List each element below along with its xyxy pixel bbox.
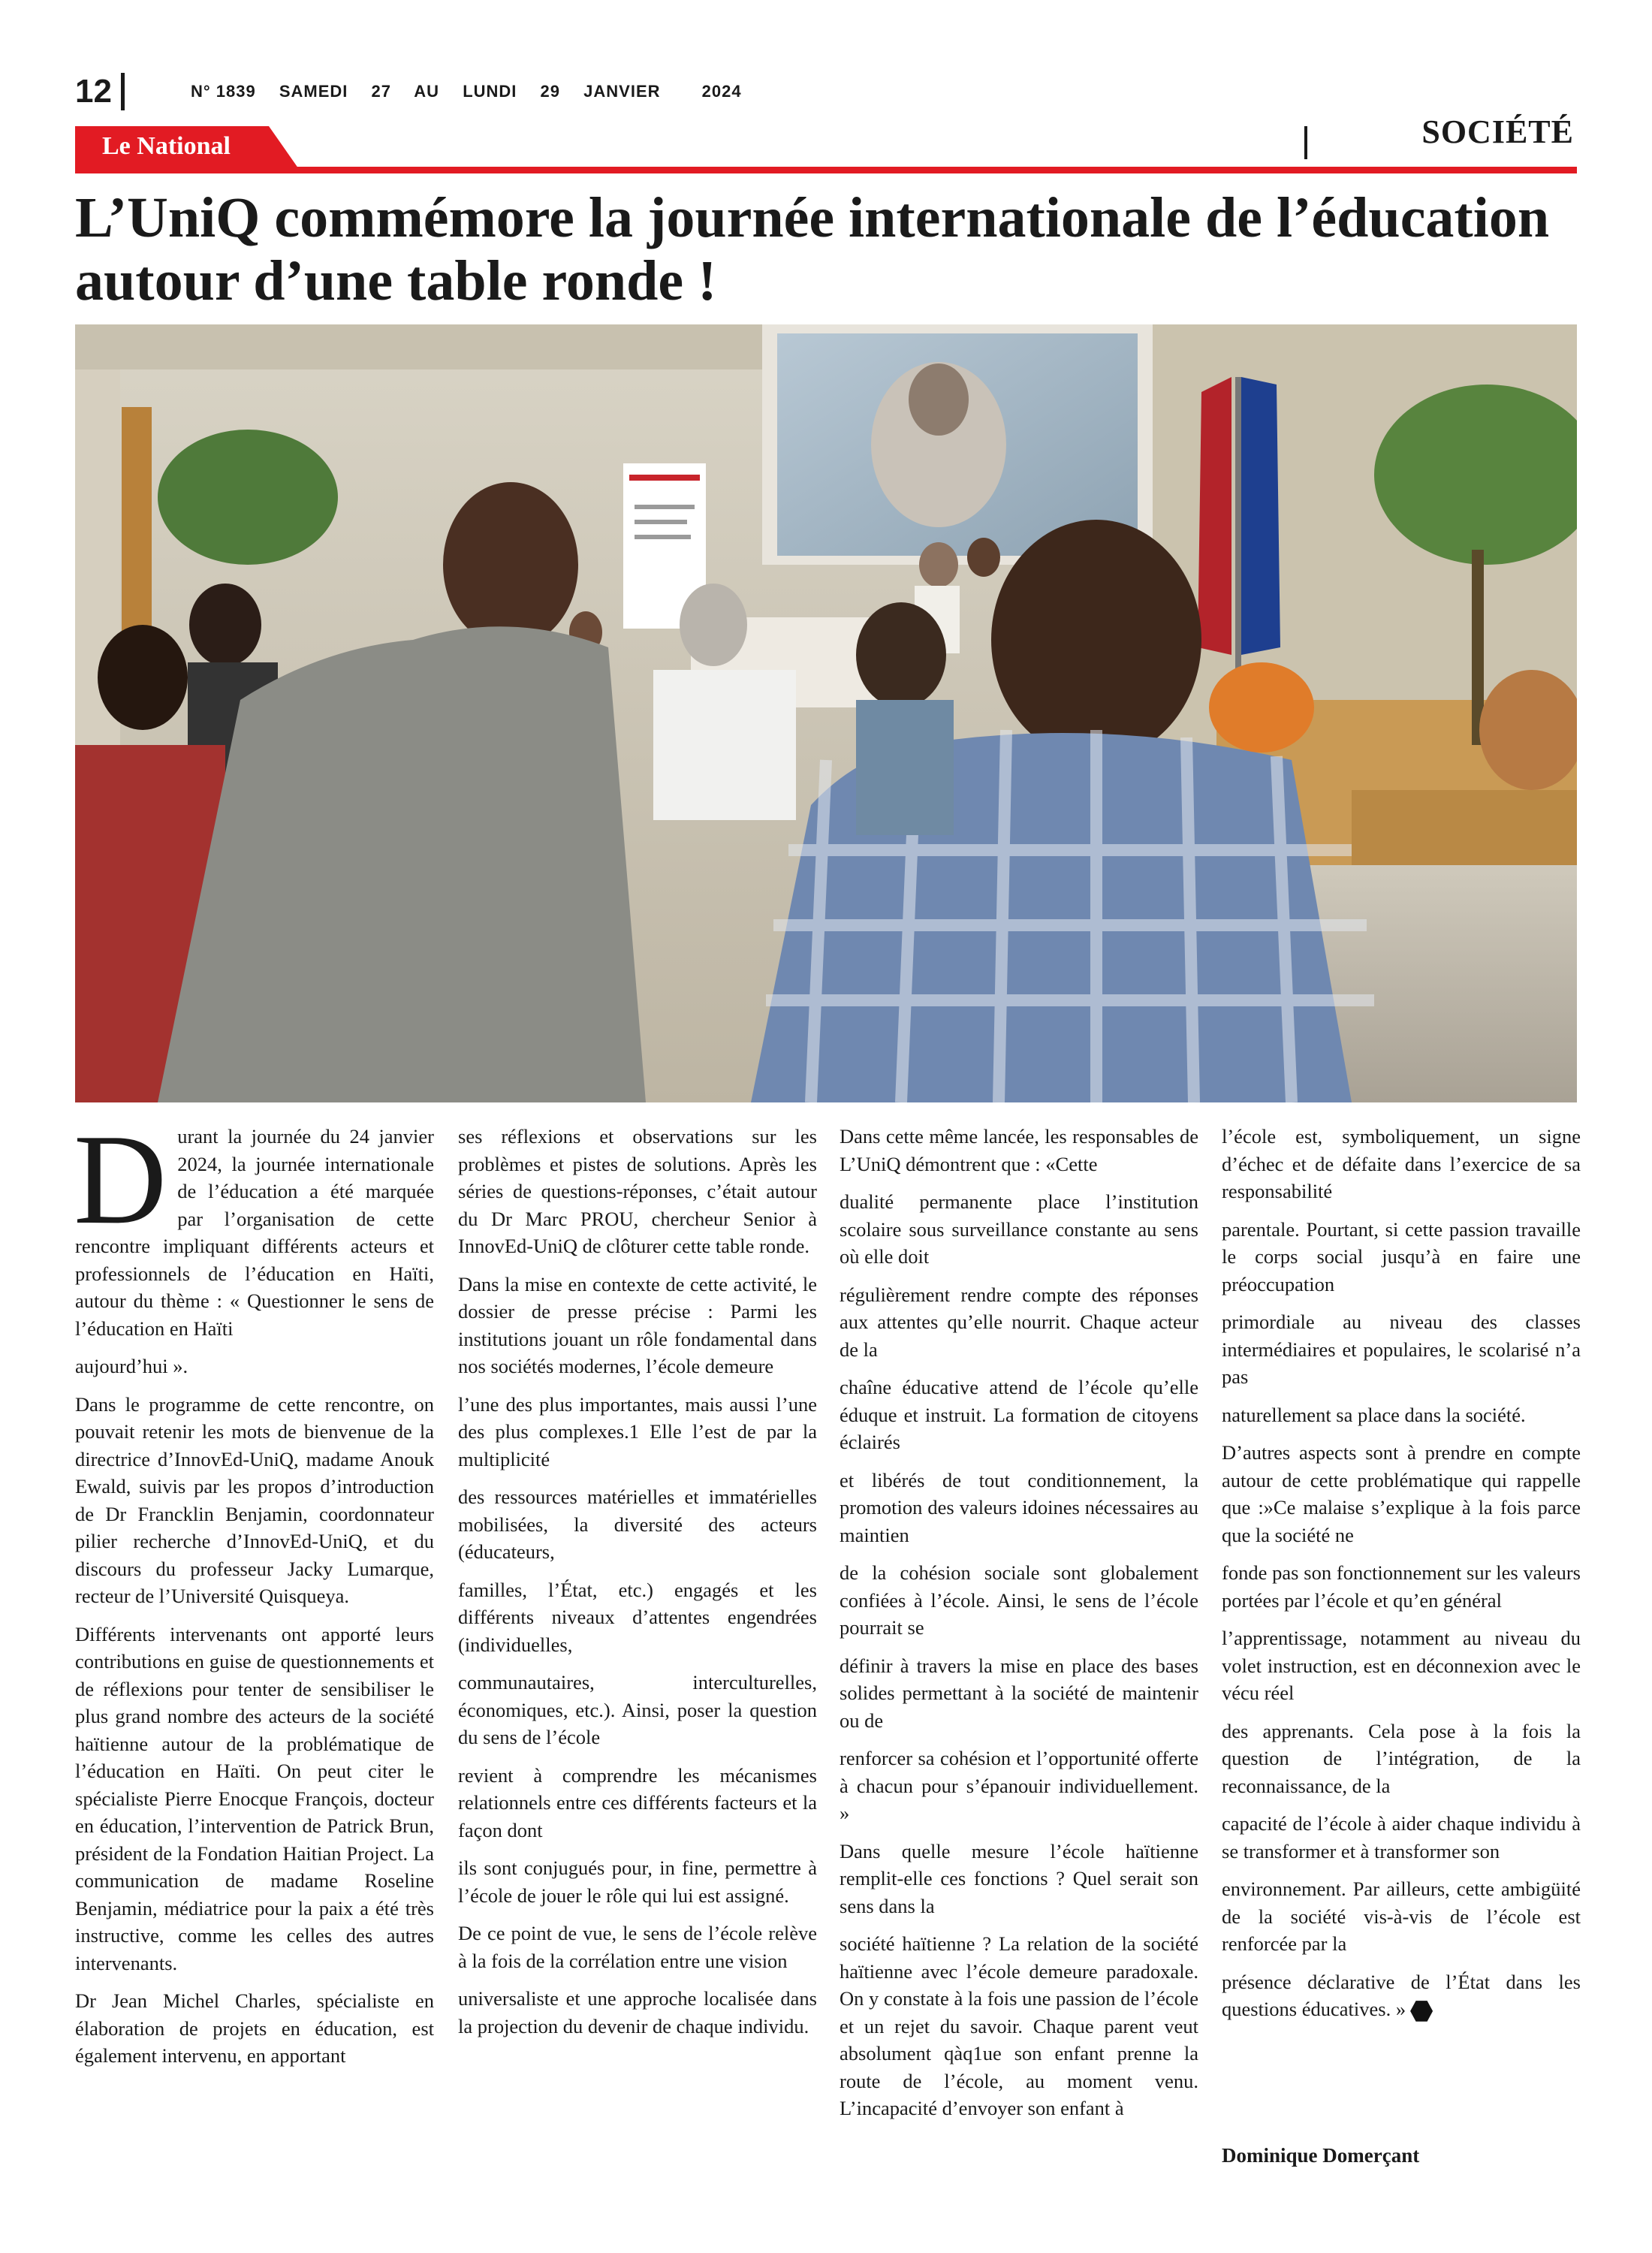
article-paragraph: capacité de l’école à aider chaque individu à se transformer et à transformer son xyxy=(1222,1812,1581,1862)
date-part: 29 xyxy=(540,82,561,101)
article-paragraph: l’apprentissage, notamment au niveau du volet instruction, est en déconnexion avec le vécu réel xyxy=(1222,1627,1581,1704)
paragraph-text: urant la journée du 24 janvier 2024, la journée internationale de l’éducation a été marquée par l’organisation de cette rencontre impliquant différents acteurs et professionnels de l’éducation en Haïti, autour du thème : « Questionner le sens de l’éducation en Haïti xyxy=(75,1125,434,1340)
article-column-1 xyxy=(74,1108,434,2080)
article-paragraph: des apprenants. Cela pose à la fois la question de l’intégration, de la reconnaissance, de la xyxy=(1222,1719,1581,1797)
article-paragraph: et libérés de tout conditionnement, la promotion des valeurs idoines nécessaires au maintien xyxy=(840,1468,1198,1546)
article-column-3 xyxy=(840,1123,1198,2133)
article-paragraph: naturellement sa place dans la société. xyxy=(1222,1403,1526,1426)
issue-date-line xyxy=(191,82,760,101)
article-paragraph: Dans le programme de cette rencontre, on pouvait retenir les mots de bienvenue de la directrice d’InnovEd-UniQ, madame Anouk Ewald, suivis par les propos d’introduction de Dr Francklin Benjamin, coordonnateur pilier recherche d’InnovEd-UniQ, et du discours du professeur Jacky Lumarque, recteur de l’Université Quisqueya. xyxy=(75,1392,434,1607)
article-paragraph: environnement. Par ailleurs, cette ambigüité de la société vis-à-vis de l’école est renforcée par la xyxy=(1222,1878,1581,1955)
article-paragraph: Dans cette même lancée, les responsables de L’UniQ démontrent que : «Cette xyxy=(840,1125,1198,1175)
article-paragraph: société haïtienne ? La relation de la société haïtienne avec l’école demeure paradoxale. On y constate à la fois une passion de l’école et un rejet du savoir. Chaque parent veut absolument qàq1ue son enfant prenne la route de l’école, au moment venu. L’incapacité d’envoyer son enfant à xyxy=(840,1932,1198,2119)
article-paragraph: dualité permanente place l’institution scolaire sous surveillance constante au sens où elle doit xyxy=(840,1190,1198,1268)
date-part: 27 xyxy=(371,82,391,101)
article-paragraph: régulièrement rendre compte des réponses aux attentes qu’elle nourrit. Chaque acteur de la xyxy=(840,1283,1198,1361)
article-paragraph: De ce point de vue, le sens de l’école relève à la fois de la corrélation entre une vision xyxy=(458,1922,817,1972)
article-paragraph xyxy=(1222,1968,1581,2023)
article-paragraph: Dans la mise en contexte de cette activité, le dossier de presse précise : Parmi les institutions jouant un rôle fondamental dans nos sociétés modernes, l’école demeure xyxy=(458,1272,817,1377)
article-paragraph: ils sont conjugués pour, in fine, permettre à l’école de jouer le rôle qui lui est assigné. xyxy=(458,1856,817,1907)
article-paragraph: des ressources matérielles et immatérielles mobilisées, la diversité des acteurs (éducateurs, xyxy=(458,1485,817,1563)
article-paragraph: aujourd’hui ». xyxy=(75,1355,188,1377)
article-paragraph xyxy=(74,1108,434,1342)
date-part: LUNDI xyxy=(463,82,517,101)
article-column-4 xyxy=(1222,1123,1581,2034)
date-part: AU xyxy=(414,82,440,101)
date-part: JANVIER xyxy=(583,82,661,101)
article-photo xyxy=(75,324,1577,1102)
article-paragraph: universaliste et une approche localisée dans la projection du devenir de chaque individu. xyxy=(458,1987,817,2037)
article-body xyxy=(74,1108,1581,2174)
article-paragraph: l’une des plus importantes, mais aussi l’une des plus complexes.1 Elle l’est de par la multiplicité xyxy=(458,1392,817,1470)
page-number: 12 xyxy=(75,73,112,110)
conference-photo-illustration xyxy=(75,324,1577,1102)
date-part: SAMEDI xyxy=(279,82,348,101)
date-part: 2024 xyxy=(701,82,742,101)
article-paragraph: Différents intervenants ont apporté leurs contributions en guise de questionnements et de réflexions pour tenter de sensibiliser le plus grand nombre des acteurs de la société haïtienne autour de la problématique de l’éducation en Haïti. On peut citer le spécialiste Pierre Enocque François, docteur en éducation, l’intervention de Patrick Brun, président de la Fondation Haitian Project. La communication de madame Roseline Benjamin, médiatrice pour la paix a été très instructive, comme les celles des autres intervenants. xyxy=(75,1622,434,1974)
article-paragraph: ses réflexions et observations sur les problèmes et pistes de solutions. Après les séries de questions-réponses, c’était autour du Dr Marc PROU, chercheur Senior à InnovEd-UniQ de clôturer cette table ronde. xyxy=(458,1125,817,1257)
article-paragraph: Dans quelle mesure l’école haïtienne remplit-elle ces fonctions ? Quel serait son sens dans la xyxy=(840,1839,1198,1917)
article-paragraph: revient à comprendre les mécanismes relationnels entre ces différents facteurs et la façon dont xyxy=(458,1763,817,1841)
article-paragraph: communautaires, interculturelles, économiques, etc.). Ainsi, poser la question du sens de l’école xyxy=(458,1671,817,1748)
article-headline: L’UniQ commémore la journée internationale de l’éducation autour d’une table ronde ! xyxy=(75,186,1550,312)
section-divider xyxy=(1304,126,1307,159)
article-column-2 xyxy=(458,1123,817,2050)
end-mark-icon xyxy=(1410,2000,1433,2022)
article-paragraph: fonde pas son fonctionnement sur les valeurs portées par l’école et qu’en général xyxy=(1222,1561,1581,1612)
article-paragraph: de la cohésion sociale sont globalement confiées à l’école. Ainsi, le sens de l’école pourrait se xyxy=(840,1561,1198,1639)
issue-number: N° 1839 xyxy=(190,82,256,101)
article-paragraph: familles, l’État, etc.) engagés et les différents niveaux d’attentes engendrées (individuelles, xyxy=(458,1578,817,1656)
paragraph-text: présence déclarative de l’État dans les questions éducatives. » xyxy=(1222,1970,1581,2020)
article-author: Dominique Domerçant xyxy=(1222,2144,1420,2167)
article-paragraph: l’école est, symboliquement, un signe d’échec et de défaite dans l’exercice de sa responsabilité xyxy=(1222,1125,1581,1202)
header-red-rule xyxy=(75,167,1577,173)
drop-cap: D xyxy=(74,1108,167,1251)
article-paragraph: parentale. Pourtant, si cette passion travaille le corps social jusqu’à en faire une préoccupation xyxy=(1222,1217,1581,1295)
article-paragraph: chaîne éducative attend de l’école qu’elle éduque et instruit. La formation de citoyens éclairés xyxy=(840,1376,1198,1453)
page-header-line xyxy=(75,69,760,114)
page-number-divider xyxy=(121,73,125,110)
article-paragraph: primordiale au niveau des classes intermédiaires et populaires, le scolarisé n’a pas xyxy=(1222,1310,1581,1388)
section-label: SOCIÉTÉ xyxy=(1421,113,1574,150)
article-paragraph: D’autres aspects sont à prendre en compte autour de cette problématique qui rappelle que :»Ce malaise s’explique à la fois parce que la société ne xyxy=(1222,1441,1581,1546)
article-paragraph: Dr Jean Michel Charles, spécialiste en élaboration de projets en éducation, est également intervenu, en apportant xyxy=(75,1989,434,2067)
brand-name: Le National xyxy=(102,132,231,160)
article-paragraph: renforcer sa cohésion et l’opportunité offerte à chacun pour s’épanouir individuellement. » xyxy=(840,1747,1198,1824)
article-paragraph: définir à travers la mise en place des bases solides permettant à la société de maintenir ou de xyxy=(840,1654,1198,1732)
